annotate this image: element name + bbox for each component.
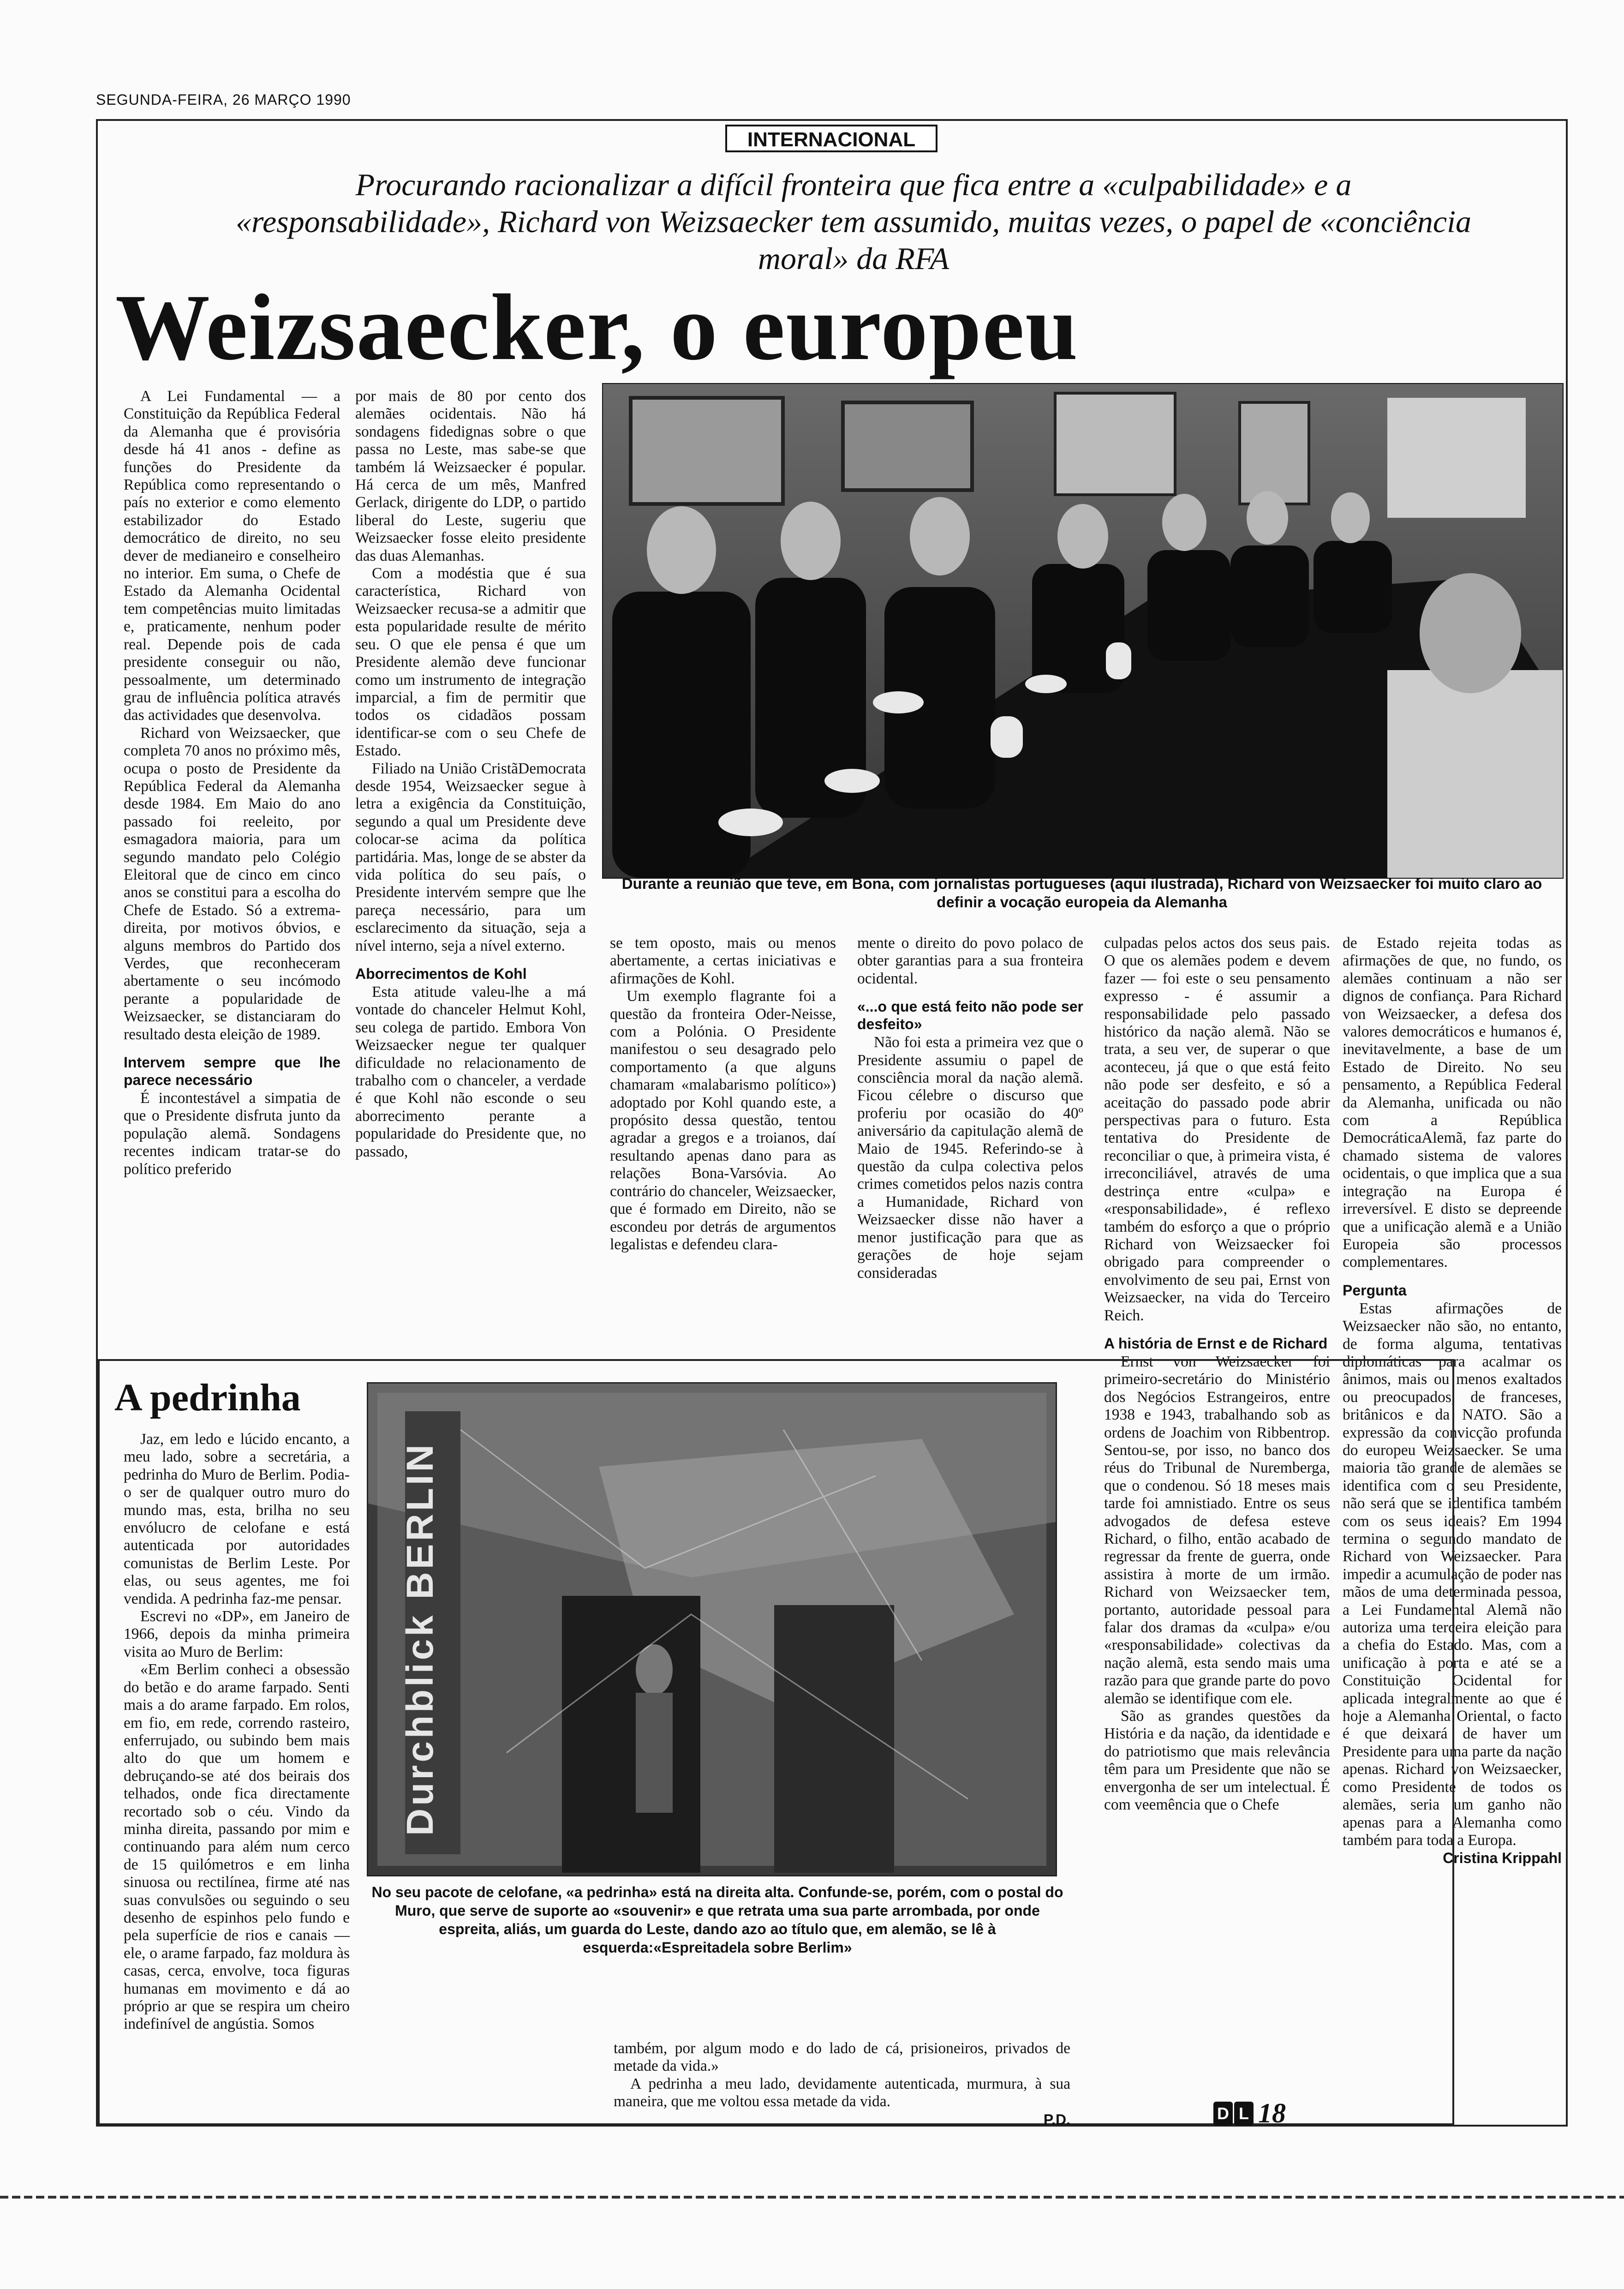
article-column-3 — [610, 935, 836, 1253]
paragraph: Ernst von Weizsaecker foi primeiro-secretário do Ministério dos Negócios Estrangeiros, entre 1938 e 1943, trabalhando sob as ordens de Joachim von Ribbentrop. Sentou-se, por isso, no banco dos réus do Tribunal de Nuremberga, que o condenou. Só 18 meses mais tarde foi amnistiado. Entre os seus advogados de defesa esteve Richard, o filho, então acabado de regressar da frente de guerra, onde assistira à morte de um irmão. Richard von Weizsaecker tem, portanto, autoridade pessoal para falar dos dramas da «culpa» e/ou «responsabilidade» colectivas da nação alemã, esta sendo mais uma razão para que grande parte do povo alemão se identifique com ele. — [1104, 1353, 1330, 1707]
paragraph: A pedrinha a meu lado, devidamente autenticada, murmura, à sua maneira, que me voltou essa metade da vida. — [614, 2075, 1070, 2110]
paragraph: culpadas pelos actos dos seus pais. O que os alemães podem e devem fazer — foi este o seu pensamento expresso - é assumir a responsabilidade pelo passado histórico da nação alemã. Não se trata, a seu ver, de superar o que aconteceu, já que o que está feito não pode ser desfeito, e só a aceitação do passado pode abrir perspectivas para o futuro. Esta tentativa do Presidente de reconciliar o que, à primeira vista, é irreconciliável, através de uma destrinça entre «culpa» e «responsabilidade», é reflexo também do esforço a que o próprio Richard von Weizsaecker foi obrigado para compreender o envolvimento de seu pai, Ernst von Weizsaecker, na vida do Terceiro Reich. — [1104, 935, 1330, 1324]
postcard-photo-caption: No seu pacote de celofane, «a pedrinha» está na direita alta. Confunde-se, porém, com o postal do Muro, que serve de suporte ao «souvenir» e que retrata uma sua parte arrombada, por onde espreita, aliás, um guarda do Leste, dando azo ao título que, em alemão, se lê à esquerda:«Espreitadela sobre Berlim» — [371, 1884, 1063, 1956]
paragraph: Jaz, em ledo e lúcido encanto, a meu lado, sobre a secretária, a pedrinha do Muro de Berlim. Podia-o ser de qualquer outro muro do mundo mas, esta, brilha no seu envólucro de celofane e está autenticada por autoridades comunistas de Berlim Leste. Por elas, ou seus agentes, me foi vendida. A pedrinha faz-me pensar. — [124, 1431, 350, 1607]
paragraph: Um exemplo flagrante foi a questão da fronteira Oder-Neisse, com a Polónia. O Presidente manifestou o seu desagrado pelo comportamento (a que alguns chamaram «malabarismo político») adoptado por Kohl quando este, a propósito dessa questão, tentou agradar a gregos e a troianos, daí resultando apenas dano para as relações Bona-Varsóvia. Ao contrário do chanceler, Weizsaecker, que é formado em Direito, não se escondeu por detrás de argumentos legalistas e defendeu clara- — [610, 988, 836, 1253]
meeting-photo-caption: Durante a reunião que teve, em Bona, com jornalistas portugueses (aqui ilustrada), Richard von Weizsaecker foi muito claro ao definir a vocação europeia da Alemanha — [621, 875, 1542, 911]
paragraph: de Estado rejeita todas as afirmações de que, no fundo, os alemães continuam a não ser dignos de confiança. Para Richard von Weizsaecker, a defesa dos valores democráticos e humanos é, inevitavelmente, a base de um Estado de Direito. No seu pensamento, a República Federal da Alemanha, unificada ou não com a República DemocráticaAlemã, faz parte do chamado sistema de valores ocidentais, o que implica que a sua integração na Europa é irreversível. E disto se depreende que a unificação alemã e a União Europeia são processos complementares. — [1343, 935, 1562, 1271]
berlin-wall-postcard-image — [368, 1384, 1056, 1875]
pedrinha-title: A pedrinha — [114, 1376, 301, 1419]
page-footer — [1213, 2097, 1286, 2129]
postcard-title-text: Durchblick BERLIN — [399, 1442, 441, 1836]
section-label: INTERNACIONAL — [725, 125, 937, 152]
paragraph: Com a modéstia que é sua característica, Richard von Weizsaecker recusa-se a admitir que esta popularidade resulte de mérito seu. O que ele pensa é que um Presidente alemão deve funcionar como um instrumento de integração imparcial, a fim de permitir que todos os cidadãos possam identificar-se com o seu Chefe de Estado. — [355, 565, 586, 760]
paragraph: Filiado na União CristãDemocrata desde 1954, Weizsaecker segue à letra a exigência da Constituição, segundo a qual um Presidente deve colocar-se acima da política partidária. Mas, longe de se abster da vida política do seu país, o Presidente intervém sempre que lhe pareça necessário, para um esclarecimento da situação, seja a nível interno, seja a nível externo. — [355, 760, 586, 954]
pedrinha-signature: P.D. — [1043, 2111, 1070, 2128]
subheading: «...o que está feito não pode ser desfeito» — [857, 998, 1083, 1033]
subheading: Intervem sempre que lhe parece necessário — [124, 1054, 340, 1089]
paragraph: Richard von Weizsaecker, que completa 70 anos no próximo mês, ocupa o posto de Presidente da República Federal da Alemanha desde 1984. Em Maio do ano passado foi reeleito, por esmagadora maioria, para um segundo mandato pelo Colégio Eleitoral que de cinco em cinco anos se constitui para a escolha do Chefe de Estado. Só a extrema-direita, por motivos óbvios, e alguns membros do Partido dos Verdes, que reconheceram abertamente o seu incómodo perante a popularidade de Weizsaecker, se distanciaram do resultado desta eleição de 1989. — [124, 724, 340, 1043]
article-column-4 — [857, 935, 1083, 1282]
paragraph: É incontestável a simpatia de que o Presidente disfruta junto da população alemã. Sondagens recentes indicam tratar-se do político preferido — [124, 1090, 340, 1178]
paragraph: Esta atitude valeu-lhe a má vontade do chanceler Helmut Kohl, seu colega de partido. Embora Von Weizsaecker negue ter qualquer dificuldade no relacionamento de trabalho com o chanceler, a verdade é que Kohl não esconde o seu aborrecimento perante a popularidade do Presidente que, no passado, — [355, 983, 586, 1160]
paragraph: «Em Berlim conheci a obsessão do betão e do arame farpado. Senti mais a do arame farpado. Em rolos, em fio, em rede, correndo rasteiro, enferrujado, ou subindo bem mais alto do que um homem e debruçando-se até dos beirais dos telhados, onde fica directamente recortado sob o céu. Vindo da minha direita, passando por mim e continuando para além num cerco de 15 quilómetros e em linha sinuosa ou rectilínea, firme até nas suas convulsões ou seguindo o seu desenho de espinhos pelo fundo e pela superfície de rios e canais — ele, o arame farpado, faz moldura às casas, cerca, envolve, toca figuras humanas em movimento e dá ao próprio ar que se respira um cheiro indefinível de angústia. Somos — [124, 1661, 350, 2033]
article-headline: Weizsaecker, o europeu — [115, 275, 1079, 380]
page-number: 18 — [1258, 2098, 1286, 2128]
subheading: Pergunta — [1343, 1282, 1407, 1299]
subheading: A história de Ernst e de Richard — [1104, 1335, 1328, 1352]
paragraph: se tem oposto, mais ou menos abertamente, a certas iniciativas e afirmações de Kohl. — [610, 935, 836, 987]
article-subtitle: Procurando racionalizar a difícil fronteira que fica entre a «culpabilidade» e a «responsabilidade», Richard von Weizsaecker tem assumido, muitas vezes, o papel de «conciência moral» da RFA — [236, 167, 1471, 276]
meeting-photo-image — [603, 384, 1563, 878]
berlin-wall-postcard-photo — [367, 1382, 1057, 1876]
meeting-photo — [602, 383, 1564, 879]
paragraph: Escrevi no «DP», em Janeiro de 1966, depois da minha primeira visita ao Muro de Berlim: — [124, 1608, 350, 1660]
paragraph: Estas afirmações de Weizsaecker não são, no entanto, de forma alguma, tentativas diplomáticas para acalmar os ânimos, mais ou menos exaltados ou preocupados, de franceses, britânicos e da NATO. São a expressão da convicção profunda do europeu Weizsaecker. Se uma maioria tão grande de alemães se identifica com o seu Presidente, não será que se identifica também com os seus ideais? Em 1994 termina o segundo mandato de Richard von Weizsaecker. Para impedir a acumulação de poder nas mãos de uma determinada pessoa, a Lei Fundamental Alemã não autoriza uma terceira eleição para a chefia do Estado. Mas, com a unificação à porta e até se a Constituição Ocidental for aplicada integralmente ao que é hoje a Alemanha Oriental, o facto é que deixará de haver um Presidente para uma parte da nação apenas. Richard von Weizsaecker, como Presidente de todos os alemães, seria um ganho não apenas para a Alemanha como também para toda a Europa. — [1343, 1300, 1562, 1849]
paragraph: Não foi esta a primeira vez que o Presidente assumiu o papel de consciência moral da nação alemã. Ficou célebre o discurso que proferiu por ocasião do 40º aniversário da capitulação alemã de Maio de 1945. Referindo-se à questão da culpa colectiva pelos crimes cometidos pelos nazis contra a Humanidade, Richard von Weizsaecker disse não haver a menor justificação para que as gerações de hoje sejam consideradas — [857, 1034, 1083, 1282]
pedrinha-column-2 — [614, 2040, 1070, 2128]
dateline: SEGUNDA-FEIRA, 26 MARÇO 1990 — [96, 91, 351, 108]
paragraph: por mais de 80 por cento dos alemães ocidentais. Não há sondagens fidedignas sobre o que passa no Leste, mas sabe-se que também lá Weizsaecker é popular. Há cerca de um mês, Manfred Gerlack, dirigente do LDP, o partido liberal do Leste, sugeriu que Weizsaecker fosse eleito presidente das duas Alemanhas. — [355, 388, 586, 564]
article-column-1 — [124, 388, 340, 1178]
subheading: Aborrecimentos de Kohl — [355, 965, 527, 982]
paragraph: São as grandes questões da História e da nação, da identidade e do patriotismo que mais relevância têm para um Presidente que não se envergonha de ser um intelectual. É com veemência que o Chefe — [1104, 1708, 1330, 1814]
paragraph: A Lei Fundamental — a Constituição da República Federal da Alemanha que é provisória desde há 41 anos - define as funções do Presidente da República como representando o país no exterior e como elemento estabilizador do Estado democrático de direito, no seu dever de medianeiro e conselheiro no interior. Em suma, o Chefe de Estado da Alemanha Ocidental tem competências muito limitadas e, praticamente, nenhum poder real. Depende pois de cada presidente conseguir ou não, pessoalmente, um determinado grau de influência política através das actividades que desenvolva. — [124, 388, 340, 724]
article-column-2 — [355, 388, 586, 1161]
paragraph: também, por algum modo e do lado de cá, prisioneiros, privados de metade da vida.» — [614, 2040, 1070, 2075]
author-signature: Cristina Krippahl — [1443, 1850, 1562, 1867]
scan-edge-line — [0, 2196, 1624, 2199]
newspaper-logo — [1213, 2102, 1254, 2126]
paragraph: mente o direito do povo polaco de obter garantias para a sua fronteira ocidental. — [857, 935, 1083, 987]
logo-letter: L — [1234, 2102, 1254, 2126]
pedrinha-column-1 — [124, 1431, 350, 2033]
logo-letter: D — [1213, 2102, 1233, 2126]
